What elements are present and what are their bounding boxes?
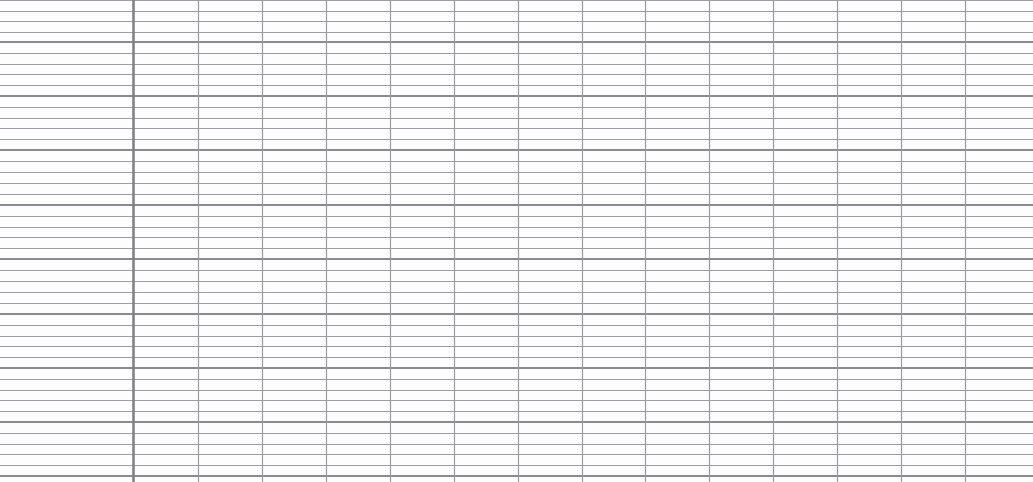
grid-sheet: [0, 0, 1033, 482]
ruled-grid: [0, 0, 1033, 482]
